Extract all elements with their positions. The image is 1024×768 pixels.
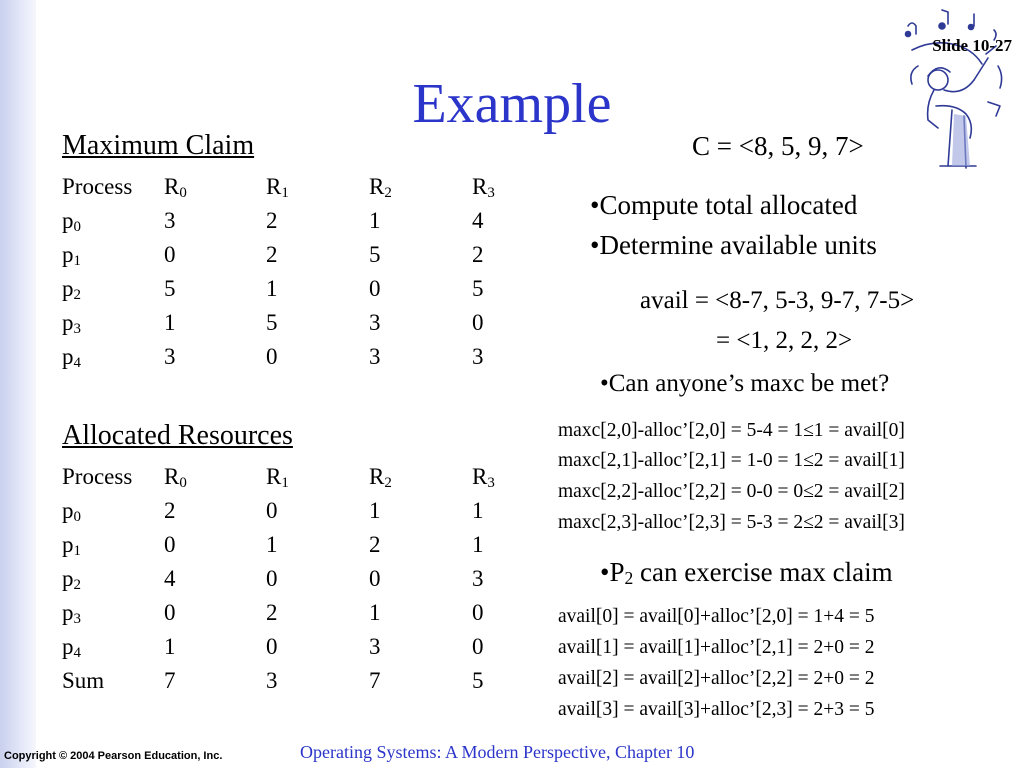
process-cell: $p_0$ <box>62 208 81 235</box>
book-reference: Operating Systems: A Modern Perspective, Chapter 10 <box>300 742 695 762</box>
table-row <box>62 272 532 306</box>
value-cell: 3 <box>164 208 176 233</box>
header-r0: $R_0$ <box>164 174 187 201</box>
header-r2: $R_2$ <box>369 174 392 201</box>
slide-number: Slide 10-27 <box>932 36 1012 55</box>
table-row <box>62 204 532 238</box>
process-cell: $p_1$ <box>62 532 81 559</box>
value-cell: 3 <box>472 566 484 591</box>
process-cell: $p_2$ <box>62 276 81 303</box>
allocated-heading: Allocated Resources <box>62 420 293 451</box>
table-row <box>62 528 532 562</box>
value-cell: 1 <box>369 600 381 625</box>
value-cell: 5 <box>369 242 381 267</box>
allocated-table <box>62 460 532 698</box>
table-header-row <box>62 460 532 494</box>
maxc-line-3: maxc[2,3]-alloc’[2,3] = 5-3 = 2≤2 = avail[3] <box>558 512 905 533</box>
sum-cell: 3 <box>266 668 278 693</box>
avail-update-0: avail[0] = avail[0]+alloc’[2,0] = 1+4 = 5 <box>558 606 875 627</box>
avail-update-1: avail[1] = avail[1]+alloc’[2,1] = 2+0 = 2 <box>558 637 875 658</box>
max-claim-table <box>62 170 532 374</box>
maxc-line-0: maxc[2,0]-alloc’[2,0] = 5-4 = 1≤1 = avail[0] <box>558 420 905 441</box>
value-cell: 4 <box>472 208 484 233</box>
sum-row <box>62 664 532 698</box>
value-cell: 2 <box>472 242 484 267</box>
value-cell: 1 <box>266 532 278 557</box>
process-cell: $p_4$ <box>62 344 81 371</box>
header-r2: $R_2$ <box>369 464 392 491</box>
value-cell: 2 <box>266 600 278 625</box>
value-cell: 3 <box>369 344 381 369</box>
table-row <box>62 494 532 528</box>
header-process: Process <box>62 174 133 199</box>
value-cell: 3 <box>164 344 176 369</box>
table-row <box>62 630 532 664</box>
value-cell: 0 <box>266 344 278 369</box>
value-cell: 1 <box>266 276 278 301</box>
value-cell: 2 <box>369 532 381 557</box>
value-cell: 0 <box>164 532 176 557</box>
avail-update-3: avail[3] = avail[3]+alloc’[2,3] = 2+3 = 5 <box>558 699 875 720</box>
value-cell: 0 <box>472 310 484 335</box>
table-row <box>62 306 532 340</box>
process-cell: $p_3$ <box>62 310 81 337</box>
value-cell: 1 <box>164 310 176 335</box>
table-row <box>62 596 532 630</box>
value-cell: 0 <box>164 600 176 625</box>
value-cell: 2 <box>266 208 278 233</box>
max-claim-heading: Maximum Claim <box>62 130 255 161</box>
header-r3: $R_3$ <box>472 464 495 491</box>
value-cell: 3 <box>369 310 381 335</box>
value-cell: 1 <box>472 498 484 523</box>
value-cell: 0 <box>369 566 381 591</box>
table-header-row <box>62 170 532 204</box>
process-cell: $p_2$ <box>62 566 81 593</box>
value-cell: 5 <box>164 276 176 301</box>
value-cell: 0 <box>266 566 278 591</box>
value-cell: 0 <box>472 600 484 625</box>
table-row <box>62 562 532 596</box>
bullet-maxc: •Can anyone’s maxc be met? <box>600 370 890 397</box>
copyright-notice: Copyright © 2004 Pearson Education, Inc. <box>4 750 223 762</box>
bullet-determine: •Determine available units <box>590 230 877 260</box>
value-cell: 5 <box>472 276 484 301</box>
value-cell: 3 <box>472 344 484 369</box>
value-cell: 1 <box>164 634 176 659</box>
sum-cell: 7 <box>164 668 176 693</box>
value-cell: 5 <box>266 310 278 335</box>
slide-title: Example <box>412 73 612 135</box>
value-cell: 0 <box>472 634 484 659</box>
sum-cell: 5 <box>472 668 484 693</box>
sum-cell: 7 <box>369 668 381 693</box>
maxc-line-2: maxc[2,2]-alloc’[2,2] = 0-0 = 0≤2 = avail[2] <box>558 481 905 502</box>
process-cell: $p_4$ <box>62 634 81 661</box>
value-cell: 0 <box>266 634 278 659</box>
process-cell: $p_1$ <box>62 242 81 269</box>
value-cell: 0 <box>266 498 278 523</box>
value-cell: 0 <box>164 242 176 267</box>
table-row <box>62 340 532 374</box>
avail-line-2: = <1, 2, 2, 2> <box>716 327 853 354</box>
header-r3: $R_3$ <box>472 174 495 201</box>
value-cell: 4 <box>164 566 176 591</box>
bullet-p2-claim: $•P_2$ can exercise max claim <box>600 557 893 588</box>
value-cell: 2 <box>266 242 278 267</box>
avail-update-2: avail[2] = avail[2]+alloc’[2,2] = 2+0 = 2 <box>558 668 875 689</box>
header-r1: $R_1$ <box>266 464 289 491</box>
sum-label: Sum <box>62 668 105 693</box>
c-vector: C = <8, 5, 9, 7> <box>692 131 864 161</box>
header-process: Process <box>62 464 133 489</box>
value-cell: 1 <box>472 532 484 557</box>
value-cell: 3 <box>369 634 381 659</box>
bullet-compute: •Compute total allocated <box>590 190 858 220</box>
value-cell: 1 <box>369 208 381 233</box>
process-cell: $p_3$ <box>62 600 81 627</box>
value-cell: 2 <box>164 498 176 523</box>
header-r0: $R_0$ <box>164 464 187 491</box>
maxc-line-1: maxc[2,1]-alloc’[2,1] = 1-0 = 1≤2 = avail[1] <box>558 450 905 471</box>
table-row <box>62 238 532 272</box>
value-cell: 0 <box>369 276 381 301</box>
avail-line-1: avail = <8-7, 5-3, 9-7, 7-5> <box>640 287 915 314</box>
process-cell: $p_0$ <box>62 498 81 525</box>
header-r1: $R_1$ <box>266 174 289 201</box>
value-cell: 1 <box>369 498 381 523</box>
